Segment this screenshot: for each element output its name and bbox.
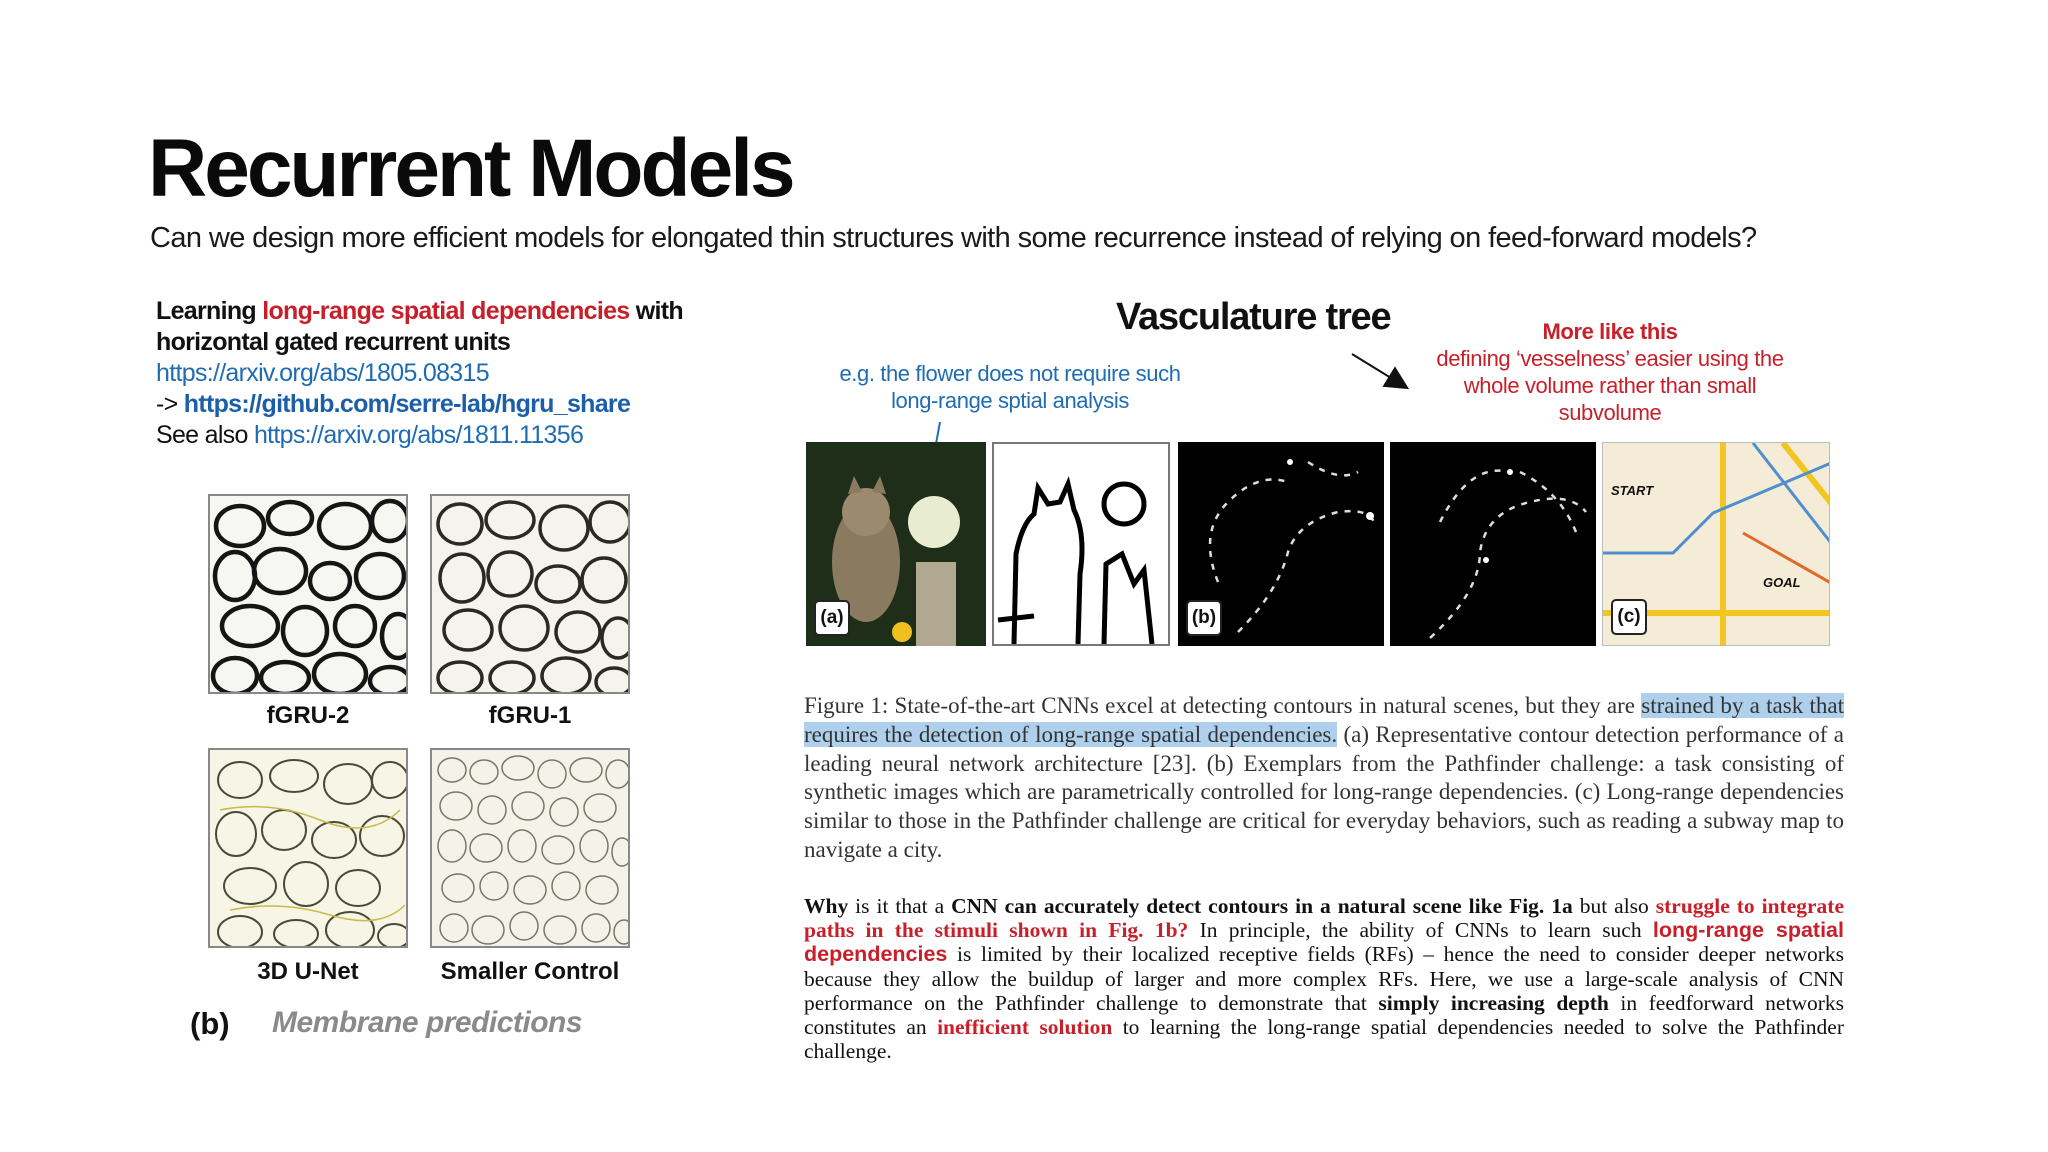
paper-text-5: in feedforward networks constitutes an bbox=[804, 990, 1844, 1040]
see-also-label: See also bbox=[156, 421, 254, 449]
reference-title-pre: Learning bbox=[156, 297, 263, 325]
tile-label-smaller-control: Smaller Control bbox=[440, 958, 620, 985]
see-also-link[interactable]: https://arxiv.org/abs/1811.11356 bbox=[253, 421, 584, 449]
reference-title-line2: horizontal gated recurrent units bbox=[156, 328, 511, 356]
panel-tag-b: (b) bbox=[1186, 600, 1222, 636]
tile-label-3d-unet: 3D U-Net bbox=[257, 958, 359, 985]
caption-post: (a) Representative contour detection performance of a leading neural network architecture [23]. (b) Exemplars from the Pathfinder challenge: a task consisting of synthetic images which are parametrically controlled for long-range dependencies. (c) Long-range dependencies similar to those in the Pathfinder challenge are critical for everyday behaviors, such as reading a subway map to navigate a city. bbox=[804, 721, 1844, 862]
paper-text-4: is limited by their localized receptive fields (RFs) – hence the need to consider deeper networks because they allow the buildup of larger and more complex RFs. Here, we use a large-scale analysis of CNN performance on the Pathfinder challenge to demonstrate that bbox=[804, 942, 1844, 1015]
github-link[interactable]: https://github.com/serre-lab/hgru_share bbox=[183, 390, 631, 418]
paper-text-1: is it that a bbox=[848, 894, 952, 918]
membrane-panel-letter: (b) bbox=[190, 1006, 230, 1041]
paper-paragraph bbox=[804, 894, 1844, 1063]
paper-text-3: In principle, the ability of CNNs to learn such bbox=[1188, 918, 1653, 943]
why-word: Why bbox=[804, 894, 849, 918]
paper-bold-2: simply increasing depth bbox=[1378, 990, 1609, 1015]
flower-note: e.g. the flower does not require such long-range sptial analysis bbox=[839, 361, 1181, 413]
paper-text-2: but also bbox=[1572, 894, 1656, 918]
more-like-this-text: defining ‘vesselness’ easier using the whole volume rather than small subvolume bbox=[1436, 346, 1784, 425]
paper-text-6: to learning the long-range spatial dependencies needed to solve the Pathfinder challenge. bbox=[804, 1015, 1844, 1064]
tile-label-fgru2: fGRU-2 bbox=[266, 702, 350, 729]
paper-red-3: inefficient solution bbox=[937, 1015, 1113, 1040]
panel-a-bobcat bbox=[806, 442, 986, 646]
panel-b-pathfinder-2 bbox=[1390, 442, 1596, 646]
map-goal-label: GOAL bbox=[1763, 575, 1801, 590]
vasculature-arrow bbox=[1352, 354, 1404, 386]
paper-red-2: long-range spatial dependencies bbox=[804, 918, 1844, 967]
panel-tag-a: (a) bbox=[814, 600, 850, 636]
slide-subtitle: Can we design more efficient models for elongated thin structures with some recurrence instead of relying on feed-forward models? bbox=[150, 222, 1757, 254]
more-like-this-title: More like this bbox=[1542, 319, 1678, 344]
reference-title-post: with bbox=[629, 297, 683, 325]
caption-pre: Figure 1: State-of-the-art CNNs excel at detecting contours in natural scenes, but they are bbox=[804, 693, 1642, 718]
panel-contour bbox=[992, 442, 1170, 646]
arrow-text: -> bbox=[156, 390, 184, 418]
vasculature-title: Vasculature tree bbox=[1116, 296, 1391, 338]
membrane-caption: Membrane predictions bbox=[272, 1006, 583, 1039]
arxiv-link[interactable]: https://arxiv.org/abs/1805.08315 bbox=[156, 359, 489, 387]
paper-red-1: struggle to integrate paths in the stimuli shown in Fig. 1b? bbox=[804, 894, 1844, 943]
paper-bold-1: CNN can accurately detect contours in a natural scene like Fig. 1a bbox=[951, 894, 1573, 918]
panel-b-pathfinder-1 bbox=[1178, 442, 1384, 646]
figure-caption bbox=[804, 692, 1844, 865]
tile-label-fgru1: fGRU-1 bbox=[488, 702, 572, 729]
slide-title: Recurrent Models bbox=[148, 123, 793, 214]
panel-tag-c: (c) bbox=[1611, 599, 1647, 635]
map-start-label: START bbox=[1611, 483, 1654, 498]
caption-highlight: strained by a task that requires the detection of long-range spatial dependencies. bbox=[804, 693, 1844, 747]
panel-c-subway-map bbox=[1602, 442, 1830, 646]
reference-title-highlight: long-range spatial dependencies bbox=[262, 297, 630, 325]
